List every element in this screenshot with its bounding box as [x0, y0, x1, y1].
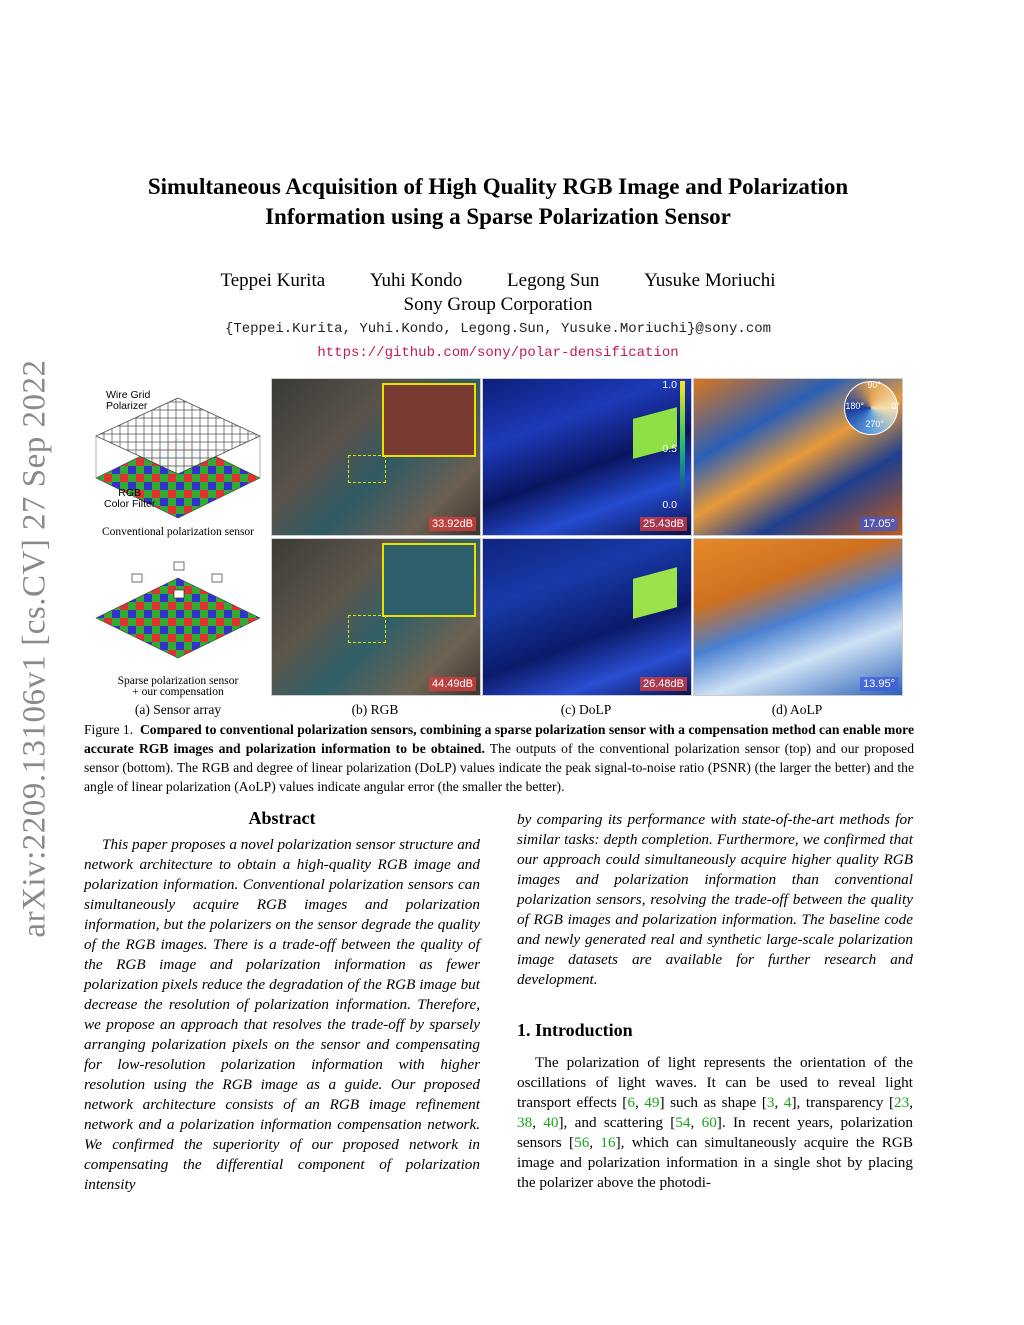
citation-link[interactable]: 23 — [894, 1094, 910, 1111]
citation-link[interactable]: 54 — [675, 1114, 691, 1131]
polarizer-pixel — [132, 574, 142, 582]
citation-link[interactable]: 60 — [701, 1114, 717, 1131]
subfig-label: (d) AoLP — [771, 702, 823, 717]
psnr-badge: 25.43dB — [640, 517, 687, 531]
abstract-text: This paper proposes a novel polarization sensor structure and network architecture to obtain a high-quality RGB image and polarization information. Conventional polarization sensors can simultaneously acquire RGB images and polarization information, but the polarizers on the sensor degrade the quality of the RGB images. There is a trade-off between the quality of the RGB image and polarization information as fewer polarization pixels reduce the degradation of the RGB image but decrease the resolution of polarization information. Therefore, we propose an approach that resolves the trade-off by sparsely arranging polarization pixels on the sensor and compensating for low-resolution polarization information with higher resolution using the RGB image as a guide. Our proposed network architecture consists of an RGB image refinement network and a polarization information compensation network. We confirmed the superiority of our proposed network in compensating the differential component of polarization intensity — [84, 836, 480, 1193]
polarizer-pixel — [212, 574, 222, 582]
subfig-label: (b) RGB — [351, 702, 399, 717]
psnr-badge: 33.92dB — [429, 517, 476, 531]
abstract-text-continued: by comparing its performance with state-of-the-art methods for similar tasks: depth completion. Furthermore, we confirmed that our approach could simultaneously acquire higher quality RGB images and polarization information than conventional polarization sensors, resolving the trade-off between the quality of RGB images and polarization information. The baseline code and newly generated real and synthetic large-scale polarization image datasets are available for further research and development. — [517, 811, 913, 988]
sensor-array-diagram — [88, 378, 268, 698]
rgb-top-image — [271, 378, 481, 536]
citation-link[interactable]: 6 — [627, 1094, 635, 1111]
dolp-top-image — [482, 378, 692, 536]
angle-270-label: 270° — [865, 419, 884, 429]
subfig-label: (c) DoLP — [560, 702, 612, 717]
citation-link[interactable]: 38 — [517, 1114, 533, 1131]
scale-min-label: 0.0 — [662, 499, 677, 511]
psnr-badge: 26.48dB — [640, 677, 687, 691]
aolp-bottom-image — [693, 538, 903, 696]
author-name: Teppei Kurita — [220, 270, 326, 291]
polarizer-pixel — [174, 590, 184, 598]
author-name: Legong Sun — [507, 270, 600, 291]
author-name: Yuhi Kondo — [369, 270, 463, 291]
wire-grid-label: Wire Grid Polarizer — [106, 389, 151, 412]
psnr-badge: 44.49dB — [429, 677, 476, 691]
sparse-sensor-label: Sparse polarization sensor + our compensation — [117, 675, 239, 698]
affiliation: Sony Group Corporation — [403, 294, 593, 315]
angular-error-badge: 13.95° — [860, 677, 898, 691]
figure-caption: Figure 1. Compared to conventional polarization sensors, combining a sparse polarization sensor with a compensation method can enable more accurate RGB images and polarization information to be obtained. The outputs of the conventional polarization sensor (top) and our proposed sensor (bottom). The RGB and degree of linear polarization (DoLP) values indicate the peak signal-to-noise ratio (PSNR) (the larger the better) and the angle of linear polarization (AoLP) values indicate angular error (the smaller the better). — [84, 722, 914, 794]
section-heading: 1. Introduction — [517, 1020, 633, 1040]
abstract-heading: Abstract — [248, 808, 316, 828]
code-url-link[interactable]: https://github.com/sony/polar-densification — [317, 345, 679, 361]
citation-link[interactable]: 16 — [600, 1134, 616, 1151]
author-list — [100, 270, 896, 292]
introduction-text: The polarization of light represents the orientation of the oscillations of light waves. It can be used to reveal light transport effects [6, 49] such as shape [3, 4], transparency [23, 38, 40], and scattering [54, 60]. In recent years, polarization sensors [56, 16], which can simultaneously acquire the RGB image and polarization information in a single shot by placing the polarizer above the photodi- — [517, 1054, 914, 1191]
subfig-label: (a) Sensor array — [134, 702, 222, 717]
paper-title: Simultaneous Acquisition of High Quality RGB Image and Polarization Information using a Sparse Polarization Sensor — [147, 174, 849, 229]
author-name: Yusuke Moriuchi — [644, 270, 776, 291]
scale-mid-label: 0.5 — [662, 443, 677, 455]
angle-90-label: 90° — [867, 380, 881, 390]
conventional-sensor-label: Conventional polarization sensor — [101, 526, 255, 538]
arxiv-identifier: arXiv:2209.13106v1 [cs.CV] 27 Sep 2022 — [16, 359, 53, 938]
polarizer-pixel — [174, 562, 184, 570]
aolp-top-image — [693, 378, 903, 536]
figure-1 — [88, 378, 918, 718]
angle-180-label: 180° — [845, 401, 864, 411]
color-filter-label: RGB Color Filter — [104, 487, 156, 510]
rgb-bottom-image — [271, 538, 481, 696]
citation-link[interactable]: 49 — [644, 1094, 660, 1111]
angle-0-label: 0° — [891, 401, 900, 411]
scale-max-label: 1.0 — [662, 379, 677, 391]
author-emails: {Teppei.Kurita, Yuhi.Kondo, Legong.Sun, Yusuke.Moriuchi}@sony.com — [224, 321, 772, 337]
citation-link[interactable]: 40 — [543, 1114, 559, 1131]
dolp-bottom-image — [482, 538, 692, 696]
citation-link[interactable]: 3 — [766, 1094, 775, 1111]
citation-link[interactable]: 56 — [574, 1134, 590, 1151]
angular-error-badge: 17.05° — [860, 517, 898, 531]
citation-link[interactable]: 4 — [783, 1094, 792, 1111]
